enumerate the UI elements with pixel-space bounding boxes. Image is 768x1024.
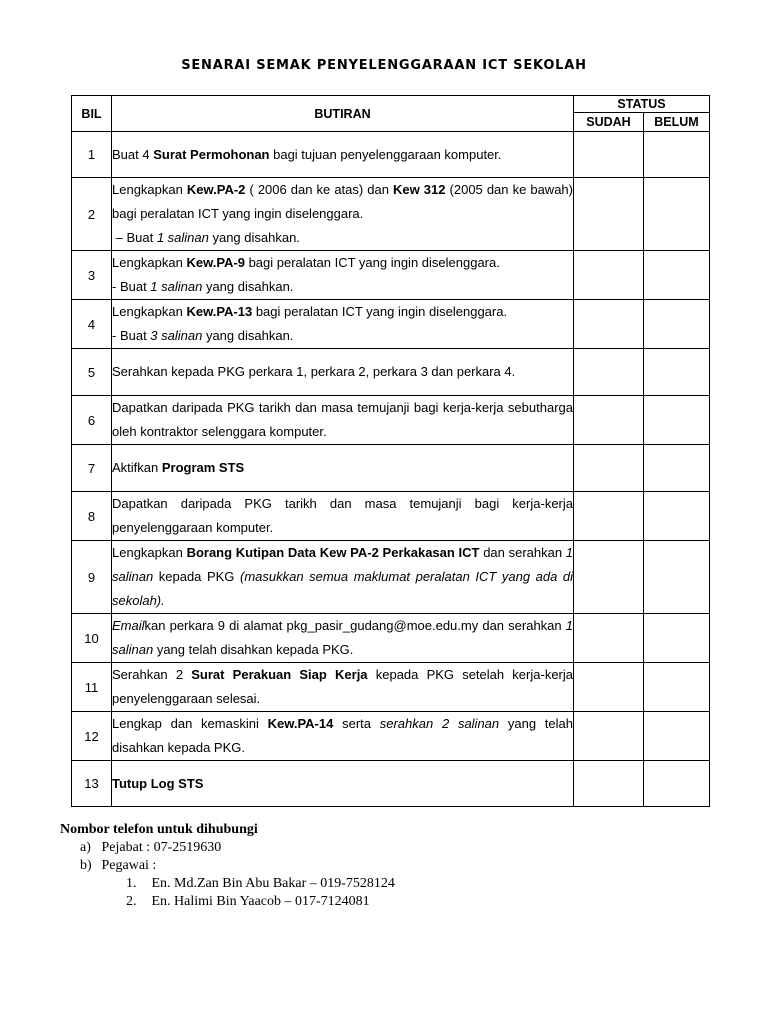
text-segment: Dapatkan daripada PKG tarikh dan masa temujanji bagi kerja-kerja sebutharga oleh kontraktor selenggara komputer. — [112, 400, 573, 439]
officer-number: 2. — [126, 894, 137, 909]
text-segment: kepada PKG — [153, 569, 240, 584]
office-phone — [60, 839, 395, 857]
text-segment — [433, 716, 442, 731]
status-belum-cell[interactable] — [644, 541, 710, 614]
status-sudah-cell[interactable] — [574, 712, 644, 761]
row-description — [112, 492, 574, 541]
bold-text: Kew.PA-14 — [267, 716, 334, 731]
row-number: 13 — [72, 761, 112, 807]
italic-text: 2 salinan — [441, 716, 500, 731]
status-belum-cell[interactable] — [644, 492, 710, 541]
text-segment: yang disahkan. — [202, 279, 294, 294]
text-segment: bagi peralatan ICT yang ingin diselenggara. — [252, 304, 508, 319]
italic-text: (masukkan semua maklumat peralatan ICT yang ada di sekolah). — [112, 569, 573, 608]
row-number: 9 — [72, 541, 112, 614]
page-title: SENARAI SEMAK PENYELENGGARAAN ICT SEKOLAH — [181, 58, 587, 73]
checklist-table — [71, 95, 710, 807]
office-label: a) — [80, 840, 91, 855]
table-row — [72, 492, 710, 541]
table-row — [72, 712, 710, 761]
status-sudah-cell[interactable] — [574, 396, 644, 445]
row-number: 4 — [72, 300, 112, 349]
italic-text: 1 salinan — [112, 545, 574, 584]
officer-number: 1. — [126, 876, 137, 891]
bold-text: Kew.PA-9 — [186, 255, 245, 270]
status-belum-cell[interactable] — [644, 712, 710, 761]
status-belum-cell[interactable] — [644, 349, 710, 396]
row-number: 5 — [72, 349, 112, 396]
status-sudah-cell[interactable] — [574, 761, 644, 807]
officer-text: En. Md.Zan Bin Abu Bakar – 019-7528124 — [151, 876, 395, 891]
text-segment: bagi tujuan penyelenggaraan komputer. — [269, 146, 502, 162]
bold-text: Kew.PA-13 — [186, 304, 253, 319]
table-row — [72, 300, 710, 349]
status-sudah-cell[interactable] — [574, 614, 644, 663]
text-segment: yang telah disahkan kepada PKG. — [153, 642, 354, 657]
officer-item — [60, 893, 395, 911]
status-belum-cell[interactable] — [644, 614, 710, 663]
status-belum-cell[interactable] — [644, 445, 710, 492]
text-segment: dan serahkan — [479, 545, 566, 560]
status-sudah-cell[interactable] — [574, 492, 644, 541]
italic-text: serahkan — [379, 716, 434, 731]
text-segment: (2005 dan ke bawah) bagi peralatan ICT yang ingin diselenggara. — [112, 182, 573, 221]
header-butiran: BUTIRAN — [112, 96, 574, 132]
status-sudah-cell[interactable] — [574, 251, 644, 300]
header-sudah: SUDAH — [574, 113, 644, 132]
officers-text: Pegawai : — [101, 858, 157, 873]
row-description — [112, 132, 574, 178]
table-row — [72, 541, 710, 614]
text-segment: Lengkapkan — [112, 545, 187, 560]
status-sudah-cell[interactable] — [574, 132, 644, 178]
text-segment: Aktifkan — [112, 460, 162, 475]
text-segment: Buat 4 — [112, 146, 154, 162]
row-description — [112, 178, 574, 251]
bold-text: Kew.PA-2 — [186, 182, 246, 197]
text-segment: - Buat — [112, 328, 151, 343]
table-row — [72, 663, 710, 712]
header-bil: BIL — [72, 96, 112, 132]
row-description — [112, 396, 574, 445]
table-row — [72, 349, 710, 396]
text-segment: ( 2006 dan ke atas) dan — [245, 182, 394, 197]
italic-text: 1 salinan — [112, 618, 573, 657]
text-segment: yang telah disahkan kepada PKG. — [112, 716, 574, 755]
officer-item — [60, 875, 395, 893]
bold-text: Kew 312 — [393, 182, 446, 197]
text-segment: Lengkapkan — [112, 304, 187, 319]
row-number: 3 — [72, 251, 112, 300]
row-description — [112, 712, 574, 761]
text-segment: Lengkapkan — [112, 255, 187, 270]
text-segment: serta — [333, 716, 380, 731]
status-belum-cell[interactable] — [644, 396, 710, 445]
table-row — [72, 614, 710, 663]
table-row — [72, 761, 710, 807]
checklist-body — [72, 132, 710, 807]
text-segment: kepada PKG setelah kerja-kerja penyelenggaraan selesai. — [112, 667, 573, 706]
text-segment: Serahkan kepada PKG perkara 1, perkara 2, perkara 3 dan perkara 4. — [112, 364, 516, 379]
row-number: 2 — [72, 178, 112, 251]
row-description — [112, 663, 574, 712]
table-row — [72, 396, 710, 445]
status-belum-cell[interactable] — [644, 761, 710, 807]
status-sudah-cell[interactable] — [574, 445, 644, 492]
text-segment: - Buat — [112, 279, 151, 294]
status-belum-cell[interactable] — [644, 663, 710, 712]
table-row — [72, 132, 710, 178]
table-row — [72, 178, 710, 251]
row-number: 6 — [72, 396, 112, 445]
status-belum-cell[interactable] — [644, 251, 710, 300]
status-belum-cell[interactable] — [644, 132, 710, 178]
status-sudah-cell[interactable] — [574, 178, 644, 251]
text-segment: – Buat — [112, 230, 157, 245]
text-segment: Lengkap dan kemaskini — [112, 716, 268, 731]
text-segment: yang disahkan. — [208, 230, 300, 245]
bold-text: Borang Kutipan Data Kew PA-2 Perkakasan ICT — [186, 545, 480, 560]
header-status: STATUS — [574, 96, 710, 113]
row-number: 12 — [72, 712, 112, 761]
bold-text: Tutup Log STS — [112, 775, 204, 791]
officer-text: En. Halimi Bin Yaacob – 017-7124081 — [151, 894, 370, 909]
text-segment: kan perkara 9 di alamat pkg_pasir_gudang@moe.edu.my dan serahkan — [144, 618, 566, 633]
text-segment: Serahkan 2 — [112, 667, 192, 682]
row-description — [112, 251, 574, 300]
italic-text: Email — [112, 618, 145, 633]
status-sudah-cell[interactable] — [574, 541, 644, 614]
text-segment: Dapatkan daripada PKG tarikh dan masa temujanji bagi kerja-kerja penyelenggaraan komputer. — [112, 496, 573, 535]
header-belum: BELUM — [644, 113, 710, 132]
bold-text: Surat Perakuan Siap Kerja — [191, 667, 368, 682]
row-description — [112, 349, 574, 396]
row-description — [112, 541, 574, 614]
text-segment: yang disahkan. — [202, 328, 294, 343]
bold-text: Program STS — [161, 460, 245, 475]
status-sudah-cell[interactable] — [574, 300, 644, 349]
row-number: 10 — [72, 614, 112, 663]
row-number: 8 — [72, 492, 112, 541]
bold-text: Surat Permohonan — [153, 146, 270, 162]
status-sudah-cell[interactable] — [574, 663, 644, 712]
text-segment: Lengkapkan — [112, 182, 187, 197]
row-number: 1 — [72, 132, 112, 178]
italic-text: 1 salinan — [150, 279, 203, 294]
row-description — [112, 761, 574, 807]
status-belum-cell[interactable] — [644, 178, 710, 251]
contacts-section — [60, 821, 395, 911]
italic-text: 1 salinan — [156, 230, 209, 245]
status-sudah-cell[interactable] — [574, 349, 644, 396]
table-row — [72, 251, 710, 300]
table-row — [72, 445, 710, 492]
office-text: Pejabat : 07-2519630 — [101, 840, 222, 855]
row-description — [112, 614, 574, 663]
row-number: 11 — [72, 663, 112, 712]
row-description — [112, 300, 574, 349]
row-number: 7 — [72, 445, 112, 492]
italic-text: 3 salinan — [150, 328, 203, 343]
status-belum-cell[interactable] — [644, 300, 710, 349]
officers-label-line — [60, 857, 395, 875]
row-description — [112, 445, 574, 492]
officers-label: b) — [80, 858, 92, 873]
text-segment: bagi peralatan ICT yang ingin diselenggara. — [244, 255, 500, 270]
contacts-heading: Nombor telefon untuk dihubungi — [60, 822, 258, 837]
